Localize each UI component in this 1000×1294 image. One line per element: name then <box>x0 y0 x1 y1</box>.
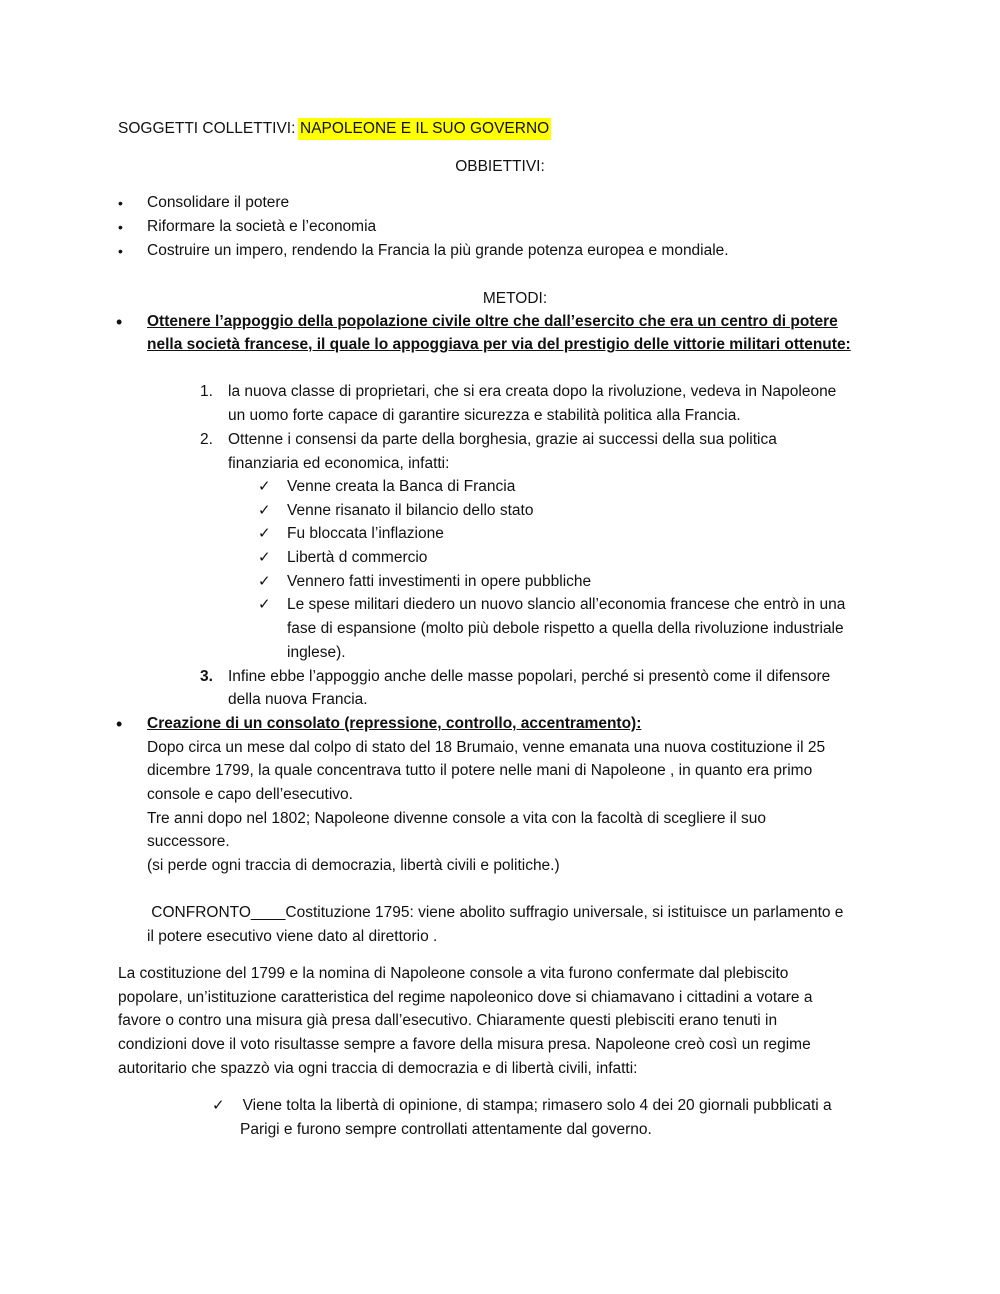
checkmark-icon: ✓ <box>258 596 271 613</box>
check-item: Le spese militari diedero un nuovo slancio all’economia francese che entrò in una <box>287 596 846 613</box>
bullet-dot-icon: • <box>118 195 123 211</box>
method2-title: Creazione di un consolato (repressione, controllo, accentramento): <box>147 715 642 732</box>
method2-body: successore. <box>147 833 230 850</box>
checkmark-icon: ✓ <box>258 573 271 590</box>
checkmark-icon: ✓ <box>258 478 271 495</box>
point-text: Infine ebbe l’appoggio anche delle masse popolari, perché si presentò come il difensore <box>228 668 831 685</box>
method2-body: Dopo circa un mese dal colpo di stato del 18 Brumaio, venne emanata una nuova costituzione il 25 <box>147 739 826 756</box>
conclusion-check: Viene tolta la libertà di opinione, di stampa; rimasero solo 4 dei 20 giornali pubblicati a <box>234 1097 832 1114</box>
method1-title: nella società francese, il quale lo appoggiava per via del prestigio delle vittorie militari ottenute: <box>147 336 851 353</box>
objective-item: Riformare la società e l’economia <box>147 218 377 235</box>
subject-highlight: NAPOLEONE E IL SUO GOVERNO <box>298 118 551 140</box>
check-item: Venne risanato il bilancio dello stato <box>287 502 534 519</box>
method1-title: Ottenere l’appoggio della popolazione civile oltre che dall’esercito che era un centro di potere <box>147 313 838 330</box>
list-number: 3. <box>200 668 213 685</box>
method2-body: dicembre 1799, la quale concentrava tutto il potere nelle mani di Napoleone , in quanto era primo <box>147 762 813 779</box>
conclusion-paragraph: favore o contro una misura già presa dall’esecutivo. Chiaramente questi plebisciti erano tenuti in <box>118 1012 778 1029</box>
point-text: Ottenne i consensi da parte della borghesia, grazie ai successi della sua politica <box>228 431 777 448</box>
checkmark-icon: ✓ <box>258 549 271 566</box>
bullet-dot-icon: • <box>118 219 123 235</box>
check-item: Vennero fatti investimenti in opere pubbliche <box>287 573 592 590</box>
list-number: 1. <box>200 383 213 400</box>
conclusion-paragraph: condizioni dove il voto risultasse sempre a favore della misura presa. Napoleone creò così un regime <box>118 1036 811 1053</box>
method2-body: console e capo dell’esecutivo. <box>147 786 353 803</box>
point-text: la nuova classe di proprietari, che si era creata dopo la rivoluzione, vedeva in Napoleone <box>228 383 837 400</box>
objective-item: Costruire un impero, rendendo la Francia la più grande potenza europea e mondiale. <box>147 242 729 259</box>
check-item: Fu bloccata l’inflazione <box>287 525 444 542</box>
check-item: inglese). <box>287 644 346 661</box>
point-text: della nuova Francia. <box>228 691 368 708</box>
checkmark-icon: ✓ <box>212 1097 225 1114</box>
check-item: Libertà d commercio <box>287 549 428 566</box>
bullet-dot-icon: • <box>118 243 123 259</box>
conclusion-paragraph: popolare, un’istituzione caratteristica del regime napoleonico dove si chiamavano i cittadini a votare a <box>118 989 813 1006</box>
method2-body: (si perde ogni traccia di democrazia, libertà civili e politiche.) <box>147 857 560 874</box>
conclusion-check: Parigi e furono sempre controllati attentamente dal governo. <box>240 1121 652 1138</box>
confronto-text: il potere esecutivo viene dato al direttorio . <box>147 928 438 945</box>
conclusion-paragraph: La costituzione del 1799 e la nomina di Napoleone console a vita furono confermate dal plebiscito <box>118 965 789 982</box>
confronto-text: CONFRONTO____Costituzione 1795: viene abolito suffragio universale, si istituisce un parlamento e <box>147 904 844 921</box>
conclusion-paragraph: autoritario che spazzò via ogni traccia di democrazia e di libertà civili, infatti: <box>118 1060 638 1077</box>
objectives-heading: OBBIETTIVI: <box>455 158 545 175</box>
list-number: 2. <box>200 431 213 448</box>
methods-heading: METODI: <box>482 290 548 307</box>
bullet-dot-icon: • <box>116 714 123 734</box>
check-item: Venne creata la Banca di Francia <box>287 478 516 495</box>
objective-item: Consolidare il potere <box>147 194 290 211</box>
checkmark-icon: ✓ <box>258 525 271 542</box>
checkmark-icon: ✓ <box>258 502 271 519</box>
point-text: finanziaria ed economica, infatti: <box>228 455 450 472</box>
check-item: fase di espansione (molto più debole rispetto a quella della rivoluzione industriale <box>287 620 844 637</box>
point-text: un uomo forte capace di garantire sicurezza e stabilità politica alla Francia. <box>228 407 741 424</box>
subject-label: SOGGETTI COLLETTIVI: <box>118 120 296 137</box>
method2-body: Tre anni dopo nel 1802; Napoleone divenne console a vita con la facoltà di scegliere il suo <box>147 810 766 827</box>
bullet-dot-icon: • <box>116 312 123 332</box>
